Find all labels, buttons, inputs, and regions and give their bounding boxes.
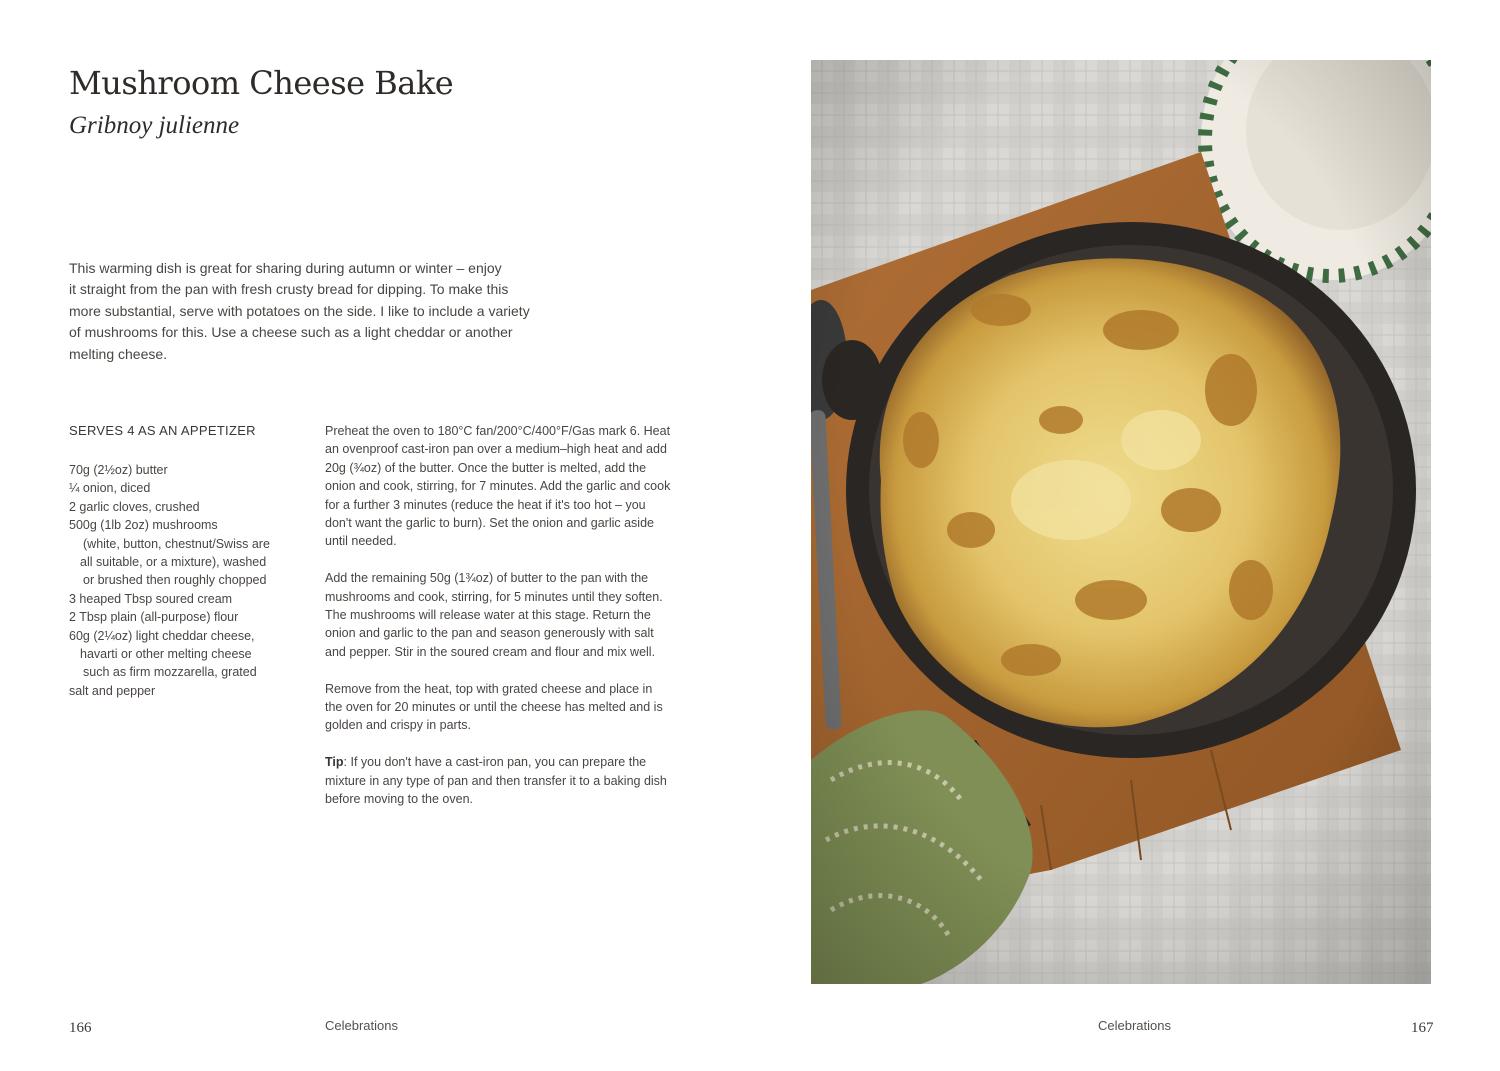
- ingredient-item: or brushed then roughly chopped: [83, 573, 267, 588]
- intro-line: melting cheese.: [69, 345, 168, 362]
- method-line: for a further 3 minutes (reduce the heat if it's too hot – you: [325, 497, 646, 512]
- method-section: [325, 422, 705, 827]
- method-line: mushrooms and cook, stirring, for 5 minutes until they soften.: [325, 589, 663, 604]
- ingredient-item: 60g (2¼oz) light cheddar cheese,: [69, 628, 255, 643]
- method-step-3: [325, 680, 705, 735]
- method-line: Remove from the heat, top with grated cheese and place in: [325, 681, 653, 696]
- recipe-photo: [811, 60, 1431, 984]
- ingredient-item: such as firm mozzarella, grated: [83, 665, 257, 680]
- tip-line: mixture in any type of pan and then transfer it to a baking dish: [325, 773, 667, 788]
- method-line: onion and cook, stirring, for 7 minutes. Add the garlic and cook: [325, 479, 671, 494]
- intro-line: more substantial, serve with potatoes on the side. I like to include a variety: [69, 302, 530, 319]
- intro-line: This warming dish is great for sharing during autumn or winter – enjoy: [69, 260, 502, 276]
- recipe-intro: [69, 258, 569, 365]
- method-line: Add the remaining 50g (1¾oz) of butter to the pan with the: [325, 571, 649, 586]
- tip-label: Tip: [325, 755, 344, 770]
- ingredient-item: 2 garlic cloves, crushed: [69, 499, 200, 514]
- recipe-subtitle: Gribnoy julienne: [69, 112, 240, 139]
- method-line: the oven for 20 minutes or until the cheese has melted and is: [325, 700, 663, 715]
- ingredient-item: ¼ onion, diced: [69, 481, 151, 496]
- tip-line: before moving to the oven.: [325, 792, 474, 807]
- left-section-label: Celebrations: [325, 1018, 398, 1033]
- method-line: 20g (¾oz) of the butter. Once the butter is melted, add the: [325, 460, 647, 475]
- ingredient-item: 3 heaped Tbsp soured cream: [69, 591, 233, 606]
- method-line: golden and crispy in parts.: [325, 718, 471, 733]
- right-section-label: Celebrations: [1098, 1018, 1171, 1033]
- method-line: onion and garlic to the pan and season generously with salt: [325, 626, 654, 641]
- right-page-number: 167: [1411, 1020, 1434, 1036]
- method-tip: [325, 753, 705, 808]
- method-line: The mushrooms will release water at this stage. Return the: [325, 608, 651, 623]
- method-line: until needed.: [325, 534, 397, 549]
- method-line: and pepper. Stir in the soured cream and flour and mix well.: [325, 644, 656, 659]
- ingredients-list: [69, 461, 309, 700]
- method-line: an ovenproof cast-iron pan over a medium–high heat and add: [325, 442, 667, 457]
- ingredient-item: (white, button, chestnut/Swiss are: [83, 536, 270, 551]
- left-page-number: 166: [69, 1020, 92, 1036]
- ingredient-item: 70g (2½oz) butter: [69, 463, 168, 477]
- ingredient-item: all suitable, or a mixture), washed: [80, 555, 267, 570]
- ingredient-item: havarti or other melting cheese: [80, 647, 252, 662]
- tip-text: : If you don't have a cast-iron pan, you can prepare the: [343, 755, 647, 770]
- ingredient-item: 2 Tbsp plain (all-purpose) flour: [69, 610, 239, 625]
- ingredient-item: salt and pepper: [69, 683, 156, 698]
- recipe-title: Mushroom Cheese Bake: [69, 64, 454, 102]
- tip-line: [325, 753, 705, 771]
- intro-line: it straight from the pan with fresh crusty bread for dipping. To make this: [69, 281, 509, 298]
- method-line: Preheat the oven to 180°C fan/200°C/400°F/Gas mark 6. Heat: [325, 424, 671, 438]
- ingredient-item: 500g (1lb 2oz) mushrooms: [69, 518, 218, 533]
- method-line: don't want the garlic to burn). Set the onion and garlic aside: [325, 516, 654, 531]
- intro-line: of mushrooms for this. Use a cheese such as a light cheddar or another: [69, 324, 513, 341]
- serves-heading: SERVES 4 AS AN APPETIZER: [69, 423, 256, 438]
- method-step-2: [325, 569, 705, 661]
- method-step-1: [325, 422, 705, 551]
- skillet-photo-illustration: [811, 60, 1431, 984]
